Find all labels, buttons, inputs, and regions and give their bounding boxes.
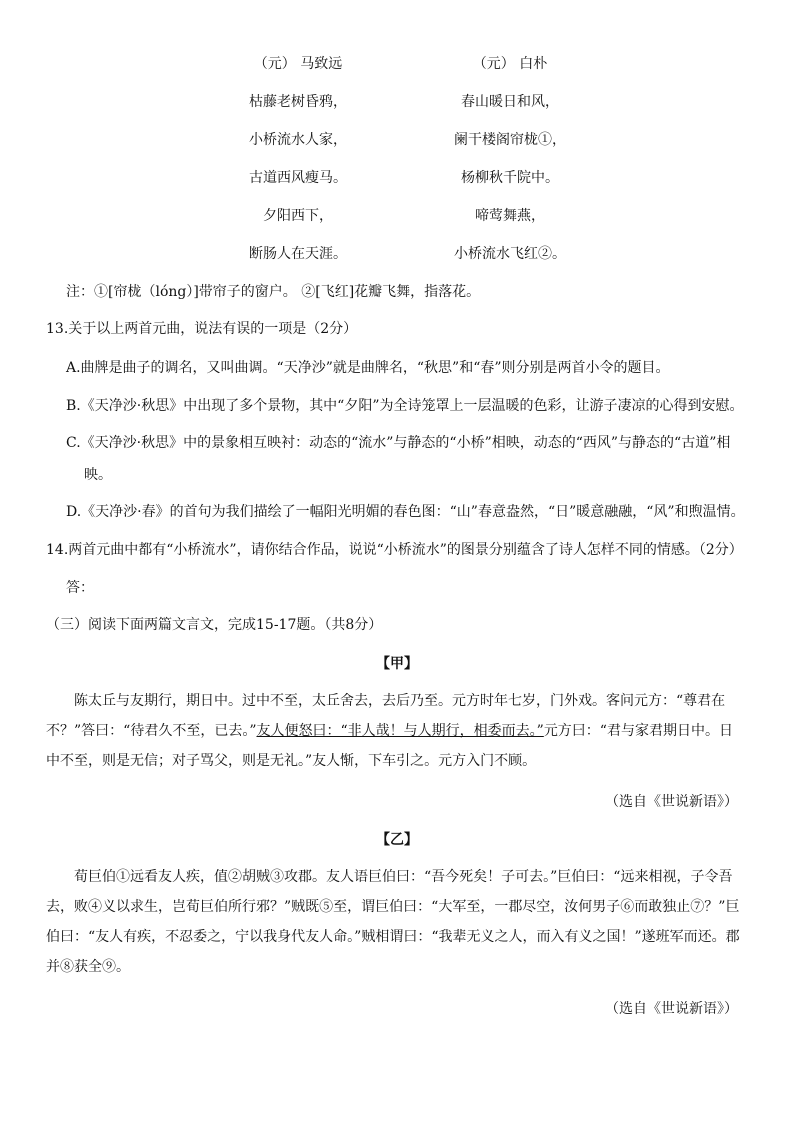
- poem-right-line-2: [360, 130, 660, 168]
- jia-source: （选自《世说新语》）: [605, 794, 738, 810]
- q13-option-c: C.《天净沙·秋思》中的景象相互映衬：动态的“流水”与静态的“小桥”相映，动态的“西风”与静态的“古道”相: [66, 435, 731, 451]
- yi-passage: 荀巨伯①远看友人疾，值②胡贼③攻郡。友人语巨伯曰：“吾今死矣！子可去。”巨伯曰：“远来相视，子令吾去，败④义以求生，岂荀巨伯所行邪？”贼既⑤至，谓巨伯曰：“大军至，一郡尽空，汝何男子⑥而敢独止⑦？”巨伯曰：“友人有疾，不忍委之，宁以我身代友人命。”贼相谓曰：“我辈无义之人，而入有义之国！”遂班军而还。郡并⑧获全⑨。: [46, 869, 740, 975]
- poem-right-line-4: 啼莺舞燕，: [475, 208, 545, 224]
- q13-option-b: B.《天净沙·秋思》中出现了多个景物，其中“夕阳”为全诗笼罩上一层温暖的色彩，让游子凄凉的心得到安慰。: [66, 398, 744, 414]
- poem-right-line-1: 春山暖日和风，: [461, 94, 559, 110]
- poem-right: [360, 54, 660, 282]
- poem-left-line-4: 夕阳西下，: [263, 208, 333, 224]
- poem-left-header: （元） 马致远: [253, 56, 343, 72]
- q14-stem: 14.两首元曲中都有“小桥流水”，请你结合作品，说说“小桥流水”的图景分别蕴含了诗人怎样不同的情感。（2分）: [46, 542, 743, 558]
- poem-left-line-2: 小桥流水人家，: [249, 132, 347, 148]
- poem-note: 注：①[帘栊（lóng）]带帘子的窗户。 ②[飞红]花瓣飞舞，指落花。: [66, 284, 481, 300]
- poem-left-line-1: 枯藤老树昏鸦，: [249, 94, 347, 110]
- jia-text-2: 元方曰：“君与家君期日中。日中不至，则是无信；对子骂父，则是无礼。”友人惭，下车引之。元方入门不顾。: [46, 723, 733, 769]
- poem-right-header: （元） 白朴: [472, 56, 548, 72]
- q13-option-c-cont: 映。: [84, 467, 112, 483]
- poem-right-line-5: [360, 244, 660, 282]
- q13-option-a: A.曲牌是曲子的调名，又叫曲调。“天净沙”就是曲牌名，“秋思”和“春”则分别是两首小令的题目。: [66, 360, 670, 376]
- poem-right-line-2-text: 阑干楼阁帘栊: [454, 132, 538, 148]
- yi-source: （选自《世说新语》）: [605, 1001, 738, 1017]
- q14-answer-label: 答：: [66, 580, 94, 596]
- footnote-mark-2: ②。: [538, 246, 566, 262]
- jia-underlined-sentence: 友人便怒曰：“非人哉！与人期行，相委而去。”: [256, 723, 544, 739]
- poem-left-line-5: 断肠人在天涯。: [249, 246, 347, 262]
- q13-option-d: D.《天净沙·春》的首句为我们描绘了一幅阳光明媚的春色图：“山”春意盎然，“日”暖意融融，“风”和煦温情。: [66, 504, 745, 520]
- jia-passage: [46, 686, 746, 776]
- q13-stem: 13.关于以上两首元曲，说法有误的一项是（2分）: [46, 321, 358, 337]
- poem-left-line-3: 古道西风瘦马。: [249, 170, 347, 186]
- yi-title: 【乙】: [376, 832, 418, 848]
- jia-title: 【甲】: [376, 656, 418, 672]
- footnote-mark-1: ①，: [538, 132, 566, 148]
- section-3-heading: （三）阅读下面两篇文言文，完成15-17题。（共8分）: [46, 617, 383, 633]
- jia-text-1: 陈太丘与友期行，期日中。过中不至，太丘舍去，去后乃至。元方时年七岁，门外戏。客问元方：“尊君在不？”答曰：“待君久不至，已去。”: [46, 693, 726, 739]
- poem-right-line-3: 杨柳秋千院中。: [461, 170, 559, 186]
- poem-right-line-5-text: 小桥流水飞红: [454, 246, 538, 262]
